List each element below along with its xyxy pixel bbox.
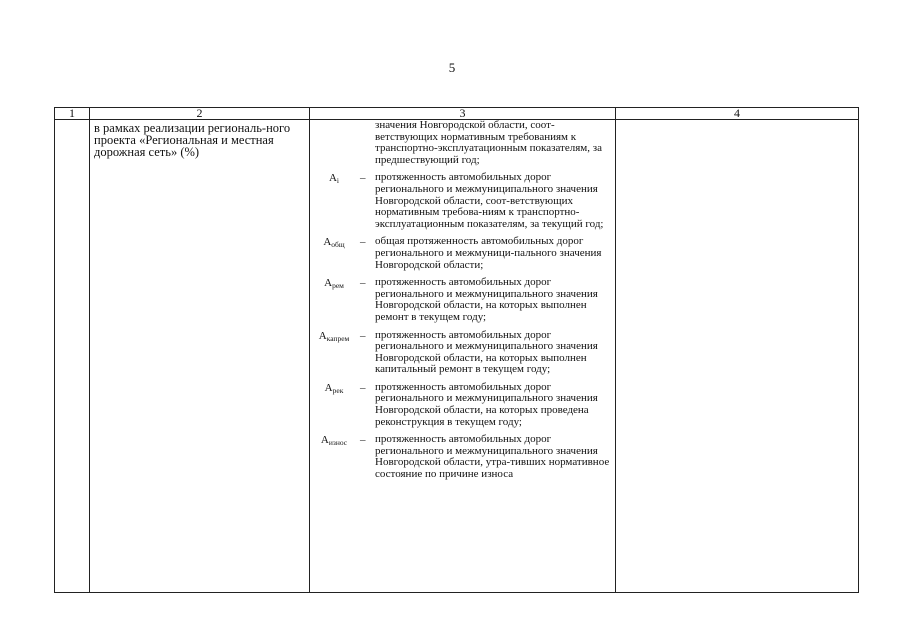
definition-symbol <box>310 434 358 449</box>
row-number-cell <box>55 120 90 593</box>
definition-text: общая протяженность автомобильных дорог регионального и межмуници-пального значения Новгородской области; <box>375 235 602 271</box>
definition-item <box>310 236 615 271</box>
symbol-subscript: i <box>336 176 340 186</box>
definition-dash: – <box>360 434 366 447</box>
definition-dash: – <box>360 329 366 342</box>
table-row <box>55 120 859 593</box>
definition-item <box>310 330 615 376</box>
definition-list <box>310 172 615 480</box>
definition-dash: – <box>360 236 366 249</box>
symbol-letter: A <box>318 329 327 342</box>
header-col-2: 2 <box>90 108 310 120</box>
source-cell <box>616 120 859 593</box>
definition-text: протяженность автомобильных дорог регионального и межмуниципального значения Новгородской области, соот-ветствующих нормативным требова-ниям к транспортно-эксплуатационным показателям, за текущий год; <box>375 171 604 230</box>
definition-dash: – <box>360 381 366 394</box>
indicator-name-cell: в рамках реализации региональ-ного проекта «Региональная и местная дорожная сеть» (%) <box>90 120 310 593</box>
definition-symbol <box>310 236 358 251</box>
page-number: 5 <box>448 60 456 75</box>
header-col-4: 4 <box>616 108 859 120</box>
symbol-subscript: износ <box>328 438 348 448</box>
symbol-letter: A <box>320 434 329 447</box>
symbol-letter: A <box>324 277 333 290</box>
definition-symbol <box>310 277 358 292</box>
symbol-subscript: общ <box>331 240 345 250</box>
definition-text: протяженность автомобильных дорог регионального и межмуниципального значения Новгородской области, на которых выполнен ремонт в текущем году; <box>375 276 598 323</box>
definition-symbol <box>310 172 358 187</box>
definition-dash: – <box>360 277 366 290</box>
symbol-subscript: рек <box>332 385 344 395</box>
definition-text: протяженность автомобильных дорог регионального и межмуниципального значения Новгородской области, на которых проведена реконструкция в текущем году; <box>375 380 598 428</box>
definition-item <box>310 434 615 480</box>
indicator-table <box>54 107 859 593</box>
definition-symbol <box>310 330 358 345</box>
definition-item <box>310 382 615 428</box>
header-col-1: 1 <box>55 108 90 120</box>
header-col-3: 3 <box>310 108 616 120</box>
symbol-letter: A <box>324 381 333 394</box>
symbol-letter: A <box>328 172 337 185</box>
definition-item <box>310 277 615 323</box>
symbol-subscript: рем <box>332 281 344 291</box>
definition-symbol <box>310 382 358 397</box>
definition-text: протяженность автомобильных дорог регионального и межмуниципального значения Новгородской области, на которых выполнен капитальный ремонт в текущем году; <box>375 328 598 376</box>
symbol-letter: A <box>323 236 332 249</box>
definition-intro-text: значения Новгородской области, соот-ветствующих нормативным требованиям к транспортно-эксплуатационным показателям, за предшествующий год; <box>375 119 602 166</box>
definition-dash: – <box>360 172 366 185</box>
definition-text: протяженность автомобильных дорог регионального и межмуниципального значения Новгородской области, утра-тивших нормативное состояние по причине износа <box>375 433 610 481</box>
definition-item <box>310 172 615 230</box>
table-header-row <box>55 108 859 120</box>
symbol-subscript: капрем <box>326 333 350 343</box>
formula-definitions-cell <box>310 120 616 593</box>
